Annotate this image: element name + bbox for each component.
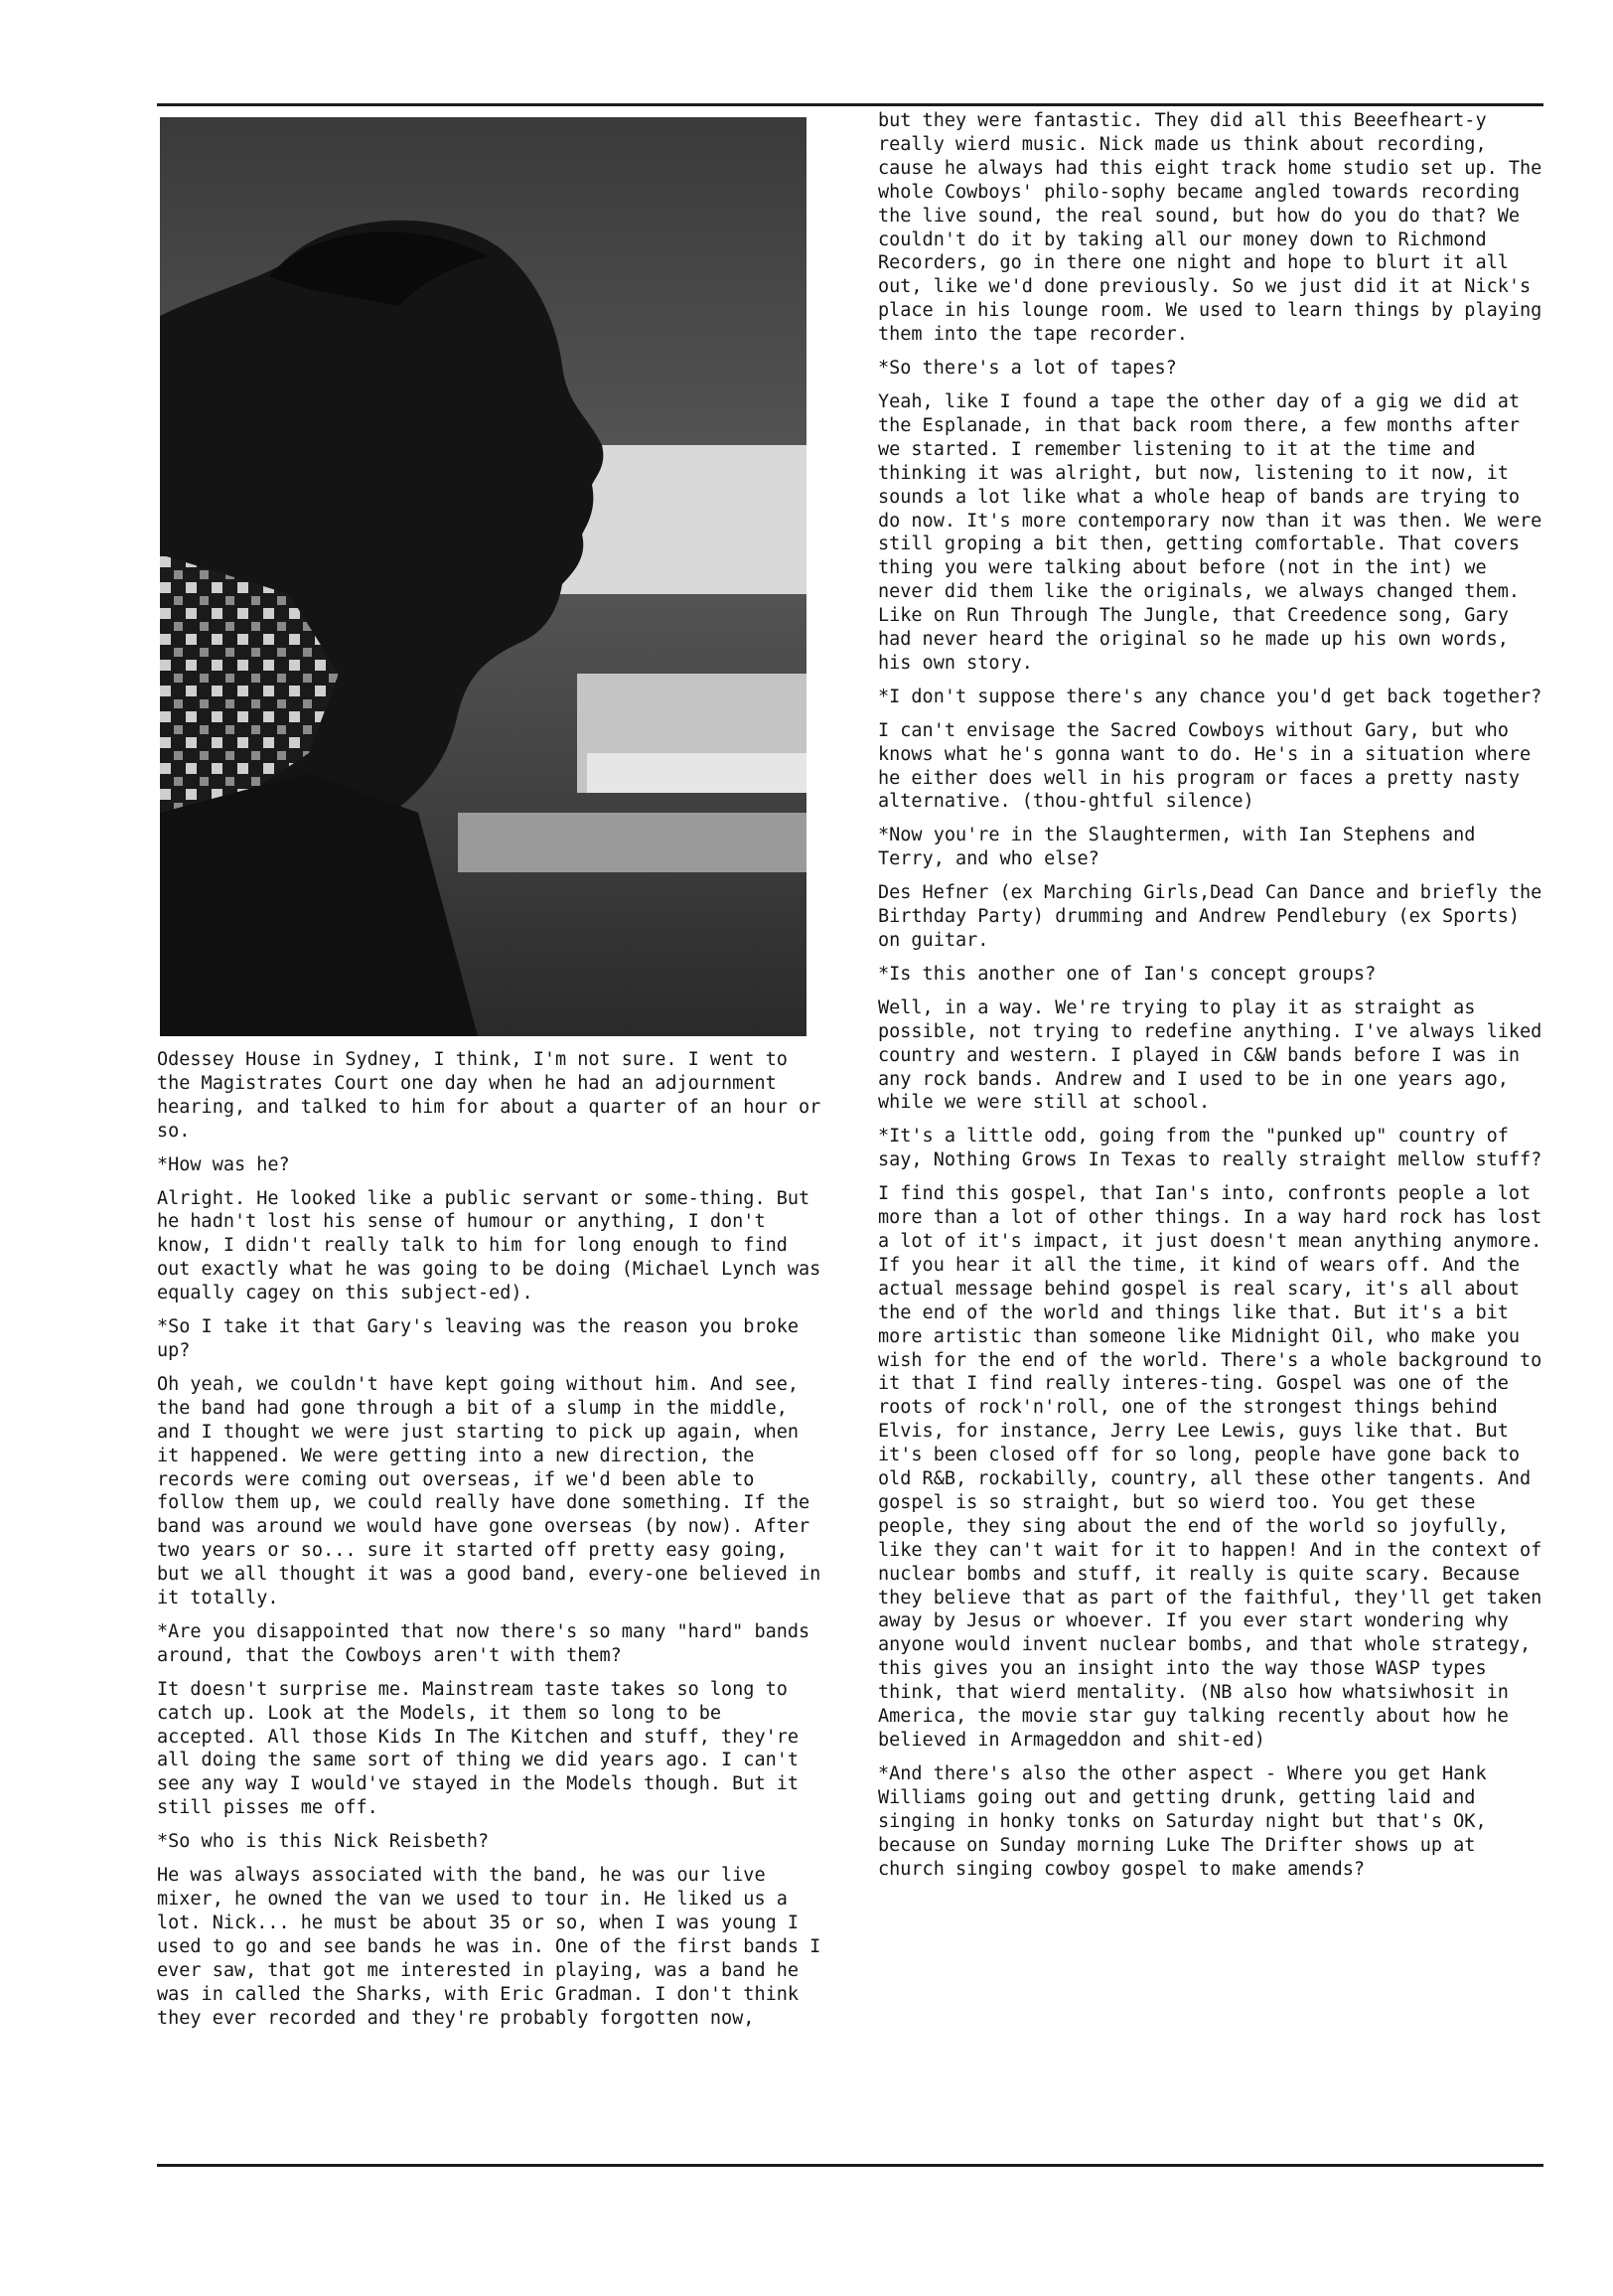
interview-question: *Is this another one of Ian's concept groups? [878,963,1377,985]
portrait-photo [160,117,806,1036]
interview-question: *So there's a lot of tapes? [878,358,1177,380]
interview-question: *So I take it that Gary's leaving was the reason you broke up? [157,1316,800,1361]
interview-question: *So who is this Nick Reisbeth? [157,1831,490,1853]
interview-question: *How was he? [157,1153,290,1175]
top-rule [157,103,1543,106]
right-column [878,109,1545,1891]
interview-question: *It's a little odd, going from the "punked up" country of say, Nothing Grows In Texas to really straight mellow stuff? [878,1126,1542,1171]
answer-paragraph: I find this gospel, that Ian's into, confronts people a lot more than a lot of other things. In a way hard rock has lost a lot of it's impact, it just doesn't mean anything anymore. If you hear it all the time, it kind of wears off. And the actual message behind gospel is real scary, it's all about the end of the world and things like that. But it's a bit more artistic than someone like Midnight Oil, who make you wish for the end of the world. There's a whole background to it that I find really interes-ting. Gospel was one of the roots of rock'n'roll, one of the strongest things behind Elvis, for instance, Jerry Lee Lewis, guys like that. But it's been closed off for so long, people have gone back to old R&B, rockabilly, country, all these other tangents. And gospel is so straight, but so wierd too. You get these people, they sing about the end of the world so joyfully, like they can't wait for it to happen! And in the context of nuclear bombs and stuff, it really is quite scary. Because they believe that as part of the faithful, they'll get taken away by Jesus or whoever. If you ever start wondering why anyone would invent nuclear bombs, and that whole strategy, this gives you an insight into the way those WASP types think, that wierd mentality. (NB also how whatsiwhosit in America, the movie star guy talking recently about how he believed in Armageddon and shit-ed) [878,1183,1542,1751]
answer-paragraph: Well, in a way. We're trying to play it as straight as possible, not trying to redefine anything. I've always liked country and western. I played in C&W bands before I was in any rock bands. Andrew and I used to be in one years ago, while we were still at school. [878,996,1542,1114]
answer-paragraph: I can't envisage the Sacred Cowboys without Gary, but who knows what he's gonna want to do. He's in a situation where he either does well in his program or faces a pretty nasty alternative. (thou-ghtful silence) [878,719,1532,813]
interview-question: *And there's also the other aspect - Where you get Hank Williams going out and getting drunk, getting laid and singing in honky tonks on Saturday night but that's OK, because on Sunday morning Luke The Drifter shows up at church singing cowboy gospel to make amends? [878,1762,1487,1880]
interview-question: *Now you're in the Slaughtermen, with Ian Stephens and Terry, and who else? [878,825,1476,870]
portrait-image [160,117,806,1036]
answer-paragraph: He was always associated with the band, he was our live mixer, he owned the van we used to tour in. He liked us a lot. Nick... he must be about 35 or so, when I was young I used to go and see bands he was in. One of the first bands I ever saw, that got me interested in playing, was a band he was in called the Sharks, with Eric Gradman. I don't think they ever recorded and they're probably forgotten now, [157,1865,821,2029]
interview-question: *Are you disappointed that now there's so many "hard" bands around, that the Cowboys aren't with them? [157,1620,810,1666]
left-column [157,1048,822,2040]
answer-paragraph: Alright. He looked like a public servant or some-thing. But he hadn't lost his sense of humour or anything, I don't know, I didn't really talk to him for long enough to find out exactly what he was going to be doing (Michael Lynch was equally cagey on this subject-ed). [157,1187,821,1304]
answer-paragraph: Oh yeah, we couldn't have kept going without him. And see, the band had gone through a bit of a slump in the middle, and I thought we were just starting to pick up again, when it happened. We were getting into a new direction, the records were coming out overseas, if we'd been able to follow them up, we could really have done something. If the band was around we would have gone overseas (by now). After two years or so... sure it started off pretty easy going, but we all thought it was a good band, every-one believed in it totally. [157,1373,821,1609]
bottom-rule [157,2164,1543,2167]
answer-paragraph: Des Hefner (ex Marching Girls,Dead Can Dance and briefly the Birthday Party) drumming and Andrew Pendlebury (ex Sports) on guitar. [878,882,1542,951]
interview-question: *I don't suppose there's any chance you'd get back together? [878,686,1542,707]
answer-paragraph: It doesn't surprise me. Mainstream taste takes so long to catch up. Look at the Models, it them so long to be accepted. All those Kids In The Kitchen and stuff, they're all doing the same sort of thing we did years ago. I can't see any way I would've stayed in the Models though. But it still pisses me off. [157,1678,800,1819]
answer-paragraph: Yeah, like I found a tape the other day of a gig we did at the Esplanade, in that back room there, a few months after we started. I remember listening to it at the time and thinking it was alright, but now, listening to it now, it sounds a lot like what a whole heap of bands are trying to do now. It's more contemporary now than it was then. We were still groping a bit then, getting comfortable. That covers thing you were talking about before (not in the int) we never did them like the originals, we always changed them. Like on Run Through The Jungle, that Creedence song, Gary had never heard the original so he made up his own words, his own story. [878,390,1542,674]
answer-paragraph: but they were fantastic. They did all this Beeefheart-y really wierd music. Nick made us think about recording, cause he always had this eight track home studio set up. The whole Cowboys' philo-sophy became angled towards recording the live sound, the real sound, but how do you do that? We couldn't do it by taking all our money down to Richmond Recorders, go in there one night and hope to blurt it all out, like we'd done previously. So we just did it at Nick's place in his lounge room. We used to learn things by playing them into the tape recorder. [878,110,1542,346]
answer-paragraph: Odessey House in Sydney, I think, I'm not sure. I went to the Magistrates Court one day when he had an adjournment hearing, and talked to him for about a quarter of an hour or so. [157,1049,821,1142]
